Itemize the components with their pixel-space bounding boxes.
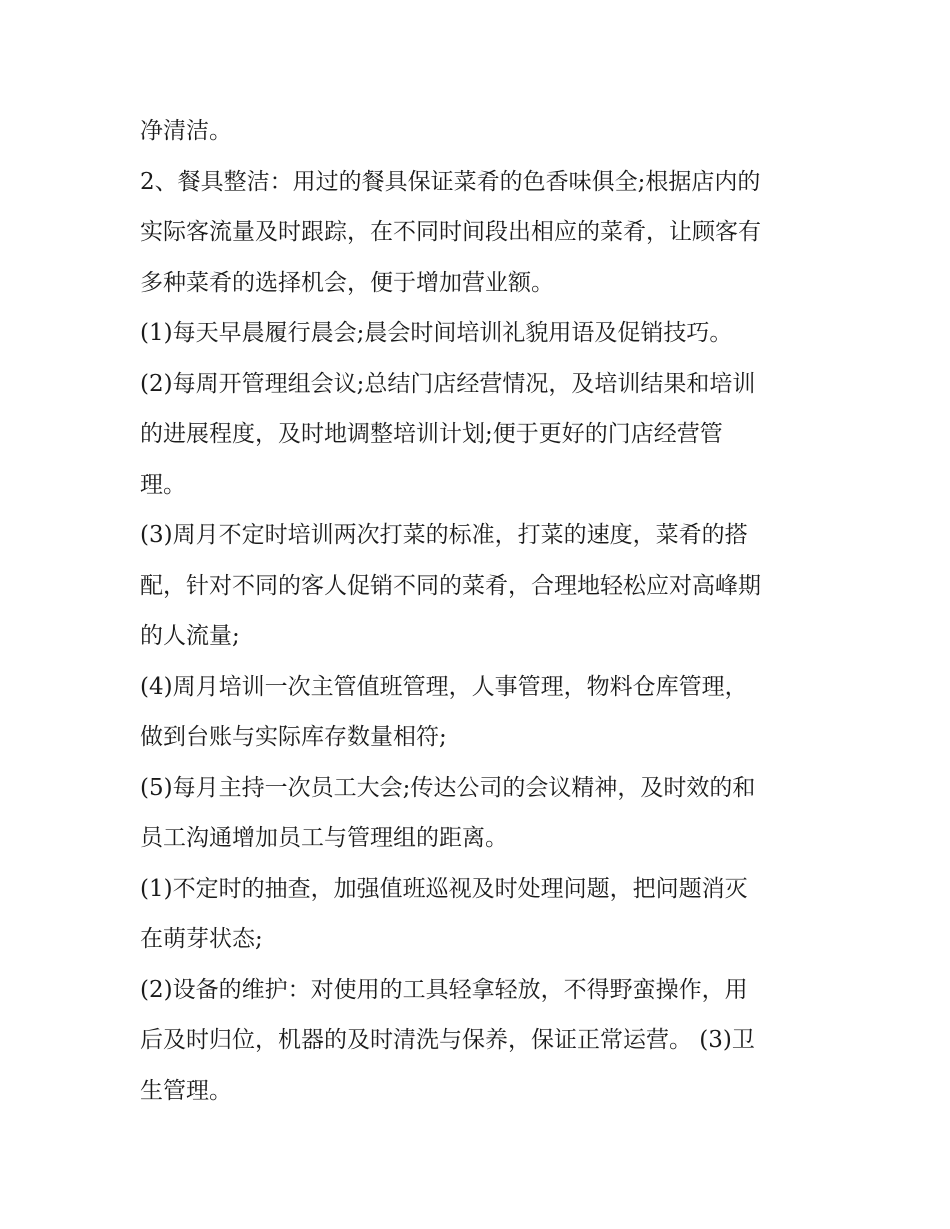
text-line: 实际客流量及时跟踪，在不同时间段出相应的菜肴，让顾客有	[140, 219, 761, 245]
text-line: (1)不定时的抽查，加强值班巡视及时处理问题，把问题消灭	[140, 875, 748, 902]
text-line: 理。	[140, 471, 186, 498]
text-line: 后及时归位，机器的及时清洗与保养，保证正常运营。 (3)卫	[140, 1027, 755, 1053]
text-line: 生管理。	[140, 1077, 232, 1104]
text-line: 的人流量;	[140, 623, 240, 649]
text-line: (3)周月不定时培训两次打菜的标准，打菜的速度，菜肴的搭	[140, 522, 748, 548]
text-line: 2、餐具整洁：用过的餐具保证菜肴的色香味俱全;根据店内的	[140, 168, 761, 195]
text-line: (5)每月主持一次员工大会;传达公司的会议精神，及时效的和	[140, 774, 756, 801]
text-line: 配，针对不同的客人促销不同的菜肴，合理地轻松应对高峰期	[140, 572, 761, 599]
text-line: (4)周月培训一次主管值班管理，人事管理，物料仓库管理，	[140, 673, 748, 700]
text-line: 在萌芽状态;	[140, 926, 263, 952]
text-line: 净清洁。	[140, 118, 232, 144]
text-line: 员工沟通增加员工与管理组的距离。	[140, 825, 508, 851]
text-line: 多种菜肴的选择机会，便于增加营业额。	[140, 269, 554, 296]
text-line: (2)设备的维护：对使用的工具轻拿轻放，不得野蛮操作，用	[140, 976, 748, 1003]
text-line: 做到台账与实际库存数量相符;	[140, 724, 447, 750]
text-line: (2)每周开管理组会议;总结门店经营情况，及培训结果和培训	[140, 370, 756, 397]
document-body	[140, 106, 820, 1116]
text-line: (1)每天早晨履行晨会;晨会时间培训礼貌用语及促销技巧。	[140, 320, 733, 346]
text-line: 的进展程度，及时地调整培训计划;便于更好的门店经营管	[140, 421, 723, 447]
